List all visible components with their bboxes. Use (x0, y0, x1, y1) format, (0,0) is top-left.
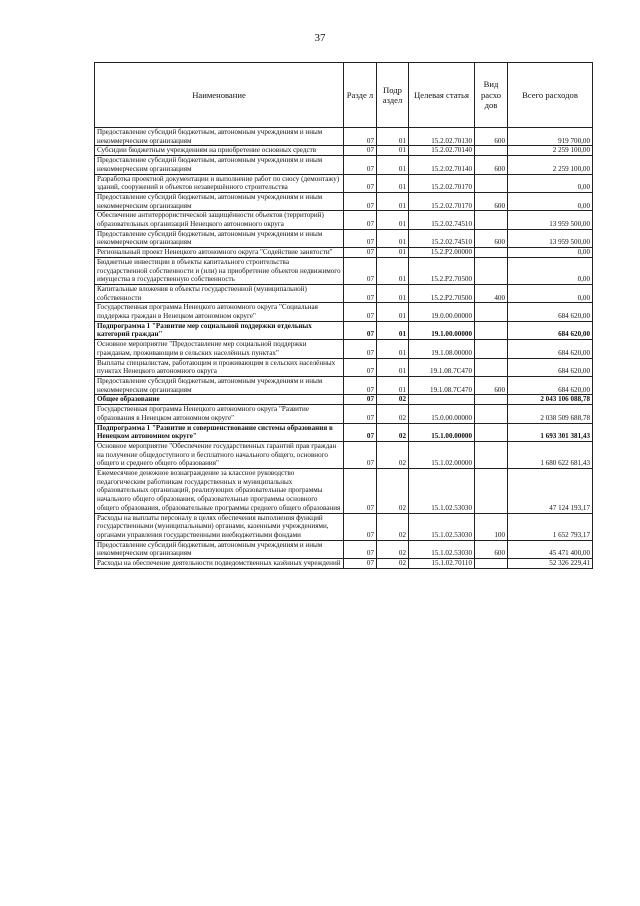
cell-subsection: 02 (377, 469, 409, 514)
table-row (95, 211, 593, 229)
cell-total: 684 620,00 (508, 376, 593, 394)
cell-section: 07 (344, 540, 377, 558)
cell-type (475, 257, 508, 284)
cell-target: 15.2.P2.70500 (409, 284, 475, 302)
cell-type: 600 (475, 192, 508, 210)
table-row (95, 146, 593, 156)
table-row (95, 229, 593, 247)
cell-subsection: 01 (377, 211, 409, 229)
table-row (95, 358, 593, 376)
table-row (95, 405, 593, 423)
cell-section: 07 (344, 284, 377, 302)
cell-target: 15.2.02.70140 (409, 156, 475, 174)
table-row (95, 156, 593, 174)
cell-total: 47 124 193,17 (508, 469, 593, 514)
cell-target: 15.0.00.00000 (409, 405, 475, 423)
cell-total: 1 693 301 381,43 (508, 423, 593, 441)
cell-subsection: 02 (377, 441, 409, 468)
cell-name: Расходы на выплаты персоналу в целях обеспечения выполнения функций государственными (муниципальными) органами, казенными учреждениями, органами управления государственными внебюджетными фондами (95, 513, 344, 540)
cell-total: 684 620,00 (508, 340, 593, 358)
cell-subsection: 01 (377, 303, 409, 321)
cell-name: Основное мероприятие "Обеспечение государственных гарантий прав граждан на получение общедоступного и бесплатного начального общего, основного общего и среднего общего образования" (95, 441, 344, 468)
cell-total: 2 038 509 688,78 (508, 405, 593, 423)
cell-target: 15.1.00.00000 (409, 423, 475, 441)
table-row (95, 192, 593, 210)
cell-name: Общее образование (95, 395, 344, 405)
cell-total: 0,00 (508, 248, 593, 258)
cell-total: 52 326 229,41 (508, 559, 593, 569)
cell-target: 19.1.00.00000 (409, 321, 475, 339)
cell-total: 0,00 (508, 257, 593, 284)
table-row (95, 559, 593, 569)
cell-type: 600 (475, 229, 508, 247)
cell-subsection: 02 (377, 540, 409, 558)
cell-target: 15.2.02.70170 (409, 192, 475, 210)
cell-section: 07 (344, 174, 377, 192)
cell-target: 19.1.08.7С470 (409, 376, 475, 394)
cell-type: 600 (475, 156, 508, 174)
cell-type (475, 559, 508, 569)
table-row (95, 395, 593, 405)
cell-section: 07 (344, 441, 377, 468)
cell-name: Предоставление субсидий бюджетным, автономным учреждениям и иным некоммерческим организациям (95, 376, 344, 394)
cell-type: 600 (475, 128, 508, 146)
table-row (95, 257, 593, 284)
cell-type (475, 248, 508, 258)
cell-name: Предоставление субсидий бюджетным, автономным учреждениям и иным некоммерческим организациям (95, 192, 344, 210)
cell-target: 19.1.08.00000 (409, 340, 475, 358)
table-row (95, 248, 593, 258)
cell-name: Ежемесячное денежное вознаграждение за классное руководство педагогическим работникам государственных и муниципальных образовательных организаций, реализующих образовательные программы начального общего образования, образовательные программы основного общего образования, образовательные программы среднего общего образования (95, 469, 344, 514)
table-row (95, 376, 593, 394)
cell-type (475, 423, 508, 441)
cell-total: 0,00 (508, 192, 593, 210)
cell-type: 600 (475, 376, 508, 394)
cell-section: 07 (344, 192, 377, 210)
table-row (95, 513, 593, 540)
cell-name: Предоставление субсидий бюджетным, автономным учреждениям и иным некоммерческим организациям (95, 128, 344, 146)
cell-section: 07 (344, 156, 377, 174)
cell-target: 15.2.02.70140 (409, 146, 475, 156)
cell-name: Разработка проектной документации и выполнение работ по сносу (демонтажу) зданий, сооружений и объектов незавершённого строительства (95, 174, 344, 192)
cell-type (475, 405, 508, 423)
cell-target: 15.1.02.53030 (409, 540, 475, 558)
cell-name: Обеспечение антитеррористической защищённости объектов (территорий) образовательных организаций Ненецкого автономного округа (95, 211, 344, 229)
cell-section: 07 (344, 229, 377, 247)
cell-type: 600 (475, 540, 508, 558)
cell-name: Субсидии бюджетным учреждениям на приобретение основных средств (95, 146, 344, 156)
cell-name: Капитальные вложения в объекты государственной (муниципальной) собственности (95, 284, 344, 302)
table-row (95, 423, 593, 441)
table-row (95, 321, 593, 339)
cell-name: Подпрограмма 1 "Развитие и совершенствование системы образования в Ненецком автономном округе" (95, 423, 344, 441)
cell-subsection: 01 (377, 128, 409, 146)
cell-type (475, 395, 508, 405)
header-name: Наименование (95, 63, 344, 128)
cell-total: 45 471 400,00 (508, 540, 593, 558)
cell-target: 15.2.02.70170 (409, 174, 475, 192)
cell-type (475, 358, 508, 376)
cell-type (475, 303, 508, 321)
cell-subsection: 01 (377, 257, 409, 284)
cell-target (409, 395, 475, 405)
cell-name: Предоставление субсидий бюджетным, автономным учреждениям и иным некоммерческим организациям (95, 540, 344, 558)
cell-type (475, 174, 508, 192)
cell-total: 2 043 106 088,78 (508, 395, 593, 405)
table-header-row (95, 63, 593, 128)
cell-target: 15.1.02.70110 (409, 559, 475, 569)
table-row (95, 340, 593, 358)
cell-section: 07 (344, 358, 377, 376)
table-row (95, 540, 593, 558)
cell-subsection: 02 (377, 513, 409, 540)
table-row (95, 469, 593, 514)
cell-target: 15.2.02.74510 (409, 229, 475, 247)
cell-total: 919 700,00 (508, 128, 593, 146)
cell-target: 15.1.02.00000 (409, 441, 475, 468)
cell-subsection: 02 (377, 423, 409, 441)
cell-subsection: 01 (377, 340, 409, 358)
page-number: 37 (314, 32, 326, 44)
cell-target: 15.1.02.53030 (409, 513, 475, 540)
table-row (95, 441, 593, 468)
cell-subsection: 01 (377, 248, 409, 258)
budget-table (94, 62, 593, 569)
cell-type (475, 211, 508, 229)
cell-section: 07 (344, 248, 377, 258)
cell-section: 07 (344, 128, 377, 146)
cell-name: Государственная программа Ненецкого автономного округа "Развитие образования в Ненецком автономном округе" (95, 405, 344, 423)
cell-total: 1 680 622 681,43 (508, 441, 593, 468)
cell-target: 15.1.02.53030 (409, 469, 475, 514)
cell-total: 13 959 500,00 (508, 211, 593, 229)
cell-section: 07 (344, 321, 377, 339)
cell-name: Основное мероприятие "Предоставление мер социальной поддержки гражданам, проживающим в сельских населённых пунктах" (95, 340, 344, 358)
cell-section: 07 (344, 257, 377, 284)
header-total: Всего расходов (508, 63, 593, 128)
cell-target: 19.1.08.7С470 (409, 358, 475, 376)
cell-subsection: 02 (377, 395, 409, 405)
cell-name: Предоставление субсидий бюджетным, автономным учреждениям и иным некоммерческим организациям (95, 229, 344, 247)
header-section: Разде л (344, 63, 377, 128)
cell-section: 07 (344, 146, 377, 156)
cell-total: 0,00 (508, 174, 593, 192)
cell-subsection: 01 (377, 146, 409, 156)
cell-name: Расходы на обеспечение деятельности подведомственных казённых учреждений (95, 559, 344, 569)
header-target: Целевая статья (409, 63, 475, 128)
cell-name: Бюджетные инвестиции в объекты капитального строительства государственной собственности и (или) на приобретение объектов недвижимого имущества в государственную собственность (95, 257, 344, 284)
cell-subsection: 01 (377, 174, 409, 192)
cell-section: 07 (344, 469, 377, 514)
cell-target: 15.2.02.70130 (409, 128, 475, 146)
cell-type (475, 469, 508, 514)
cell-subsection: 01 (377, 229, 409, 247)
cell-target: 15.2.P2.70500 (409, 257, 475, 284)
cell-subsection: 02 (377, 405, 409, 423)
cell-total: 2 259 100,00 (508, 156, 593, 174)
cell-subsection: 01 (377, 358, 409, 376)
cell-type (475, 146, 508, 156)
cell-total: 1 652 793,17 (508, 513, 593, 540)
table-row (95, 303, 593, 321)
cell-total: 2 259 100,00 (508, 146, 593, 156)
cell-type (475, 441, 508, 468)
cell-name: Выплаты специалистам, работающим и проживающим в сельских населённых пунктах Ненецкого автономного округа (95, 358, 344, 376)
cell-total: 13 959 500,00 (508, 229, 593, 247)
cell-subsection: 01 (377, 192, 409, 210)
table-row (95, 284, 593, 302)
cell-section: 07 (344, 340, 377, 358)
cell-total: 684 620,00 (508, 303, 593, 321)
cell-subsection: 01 (377, 156, 409, 174)
cell-section: 07 (344, 559, 377, 569)
cell-subsection: 02 (377, 559, 409, 569)
cell-type: 100 (475, 513, 508, 540)
cell-section: 07 (344, 423, 377, 441)
cell-name: Подпрограмма 1 "Развитие мер социальной поддержки отдельных категорий граждан" (95, 321, 344, 339)
header-type: Вид расхо дов (475, 63, 508, 128)
cell-section: 07 (344, 211, 377, 229)
cell-target: 15.2.P2.00000 (409, 248, 475, 258)
cell-total: 684 620,00 (508, 321, 593, 339)
cell-section: 07 (344, 376, 377, 394)
cell-type (475, 340, 508, 358)
table-row (95, 128, 593, 146)
cell-name: Региональный проект Ненецкого автономного округа "Содействие занятости" (95, 248, 344, 258)
cell-target: 15.2.02.74510 (409, 211, 475, 229)
table-row (95, 174, 593, 192)
cell-total: 0,00 (508, 284, 593, 302)
cell-subsection: 01 (377, 376, 409, 394)
cell-section: 07 (344, 395, 377, 405)
cell-subsection: 01 (377, 321, 409, 339)
cell-name: Предоставление субсидий бюджетным, автономным учреждениям и иным некоммерческим организациям (95, 156, 344, 174)
cell-type (475, 321, 508, 339)
cell-section: 07 (344, 405, 377, 423)
cell-target: 19.0.00.00000 (409, 303, 475, 321)
cell-total: 684 620,00 (508, 358, 593, 376)
header-subsection: Подр аздел (377, 63, 409, 128)
cell-section: 07 (344, 303, 377, 321)
cell-subsection: 01 (377, 284, 409, 302)
cell-section: 07 (344, 513, 377, 540)
cell-type: 400 (475, 284, 508, 302)
cell-name: Государственная программа Ненецкого автономного округа "Социальная поддержка граждан в Ненецком автономном округе" (95, 303, 344, 321)
